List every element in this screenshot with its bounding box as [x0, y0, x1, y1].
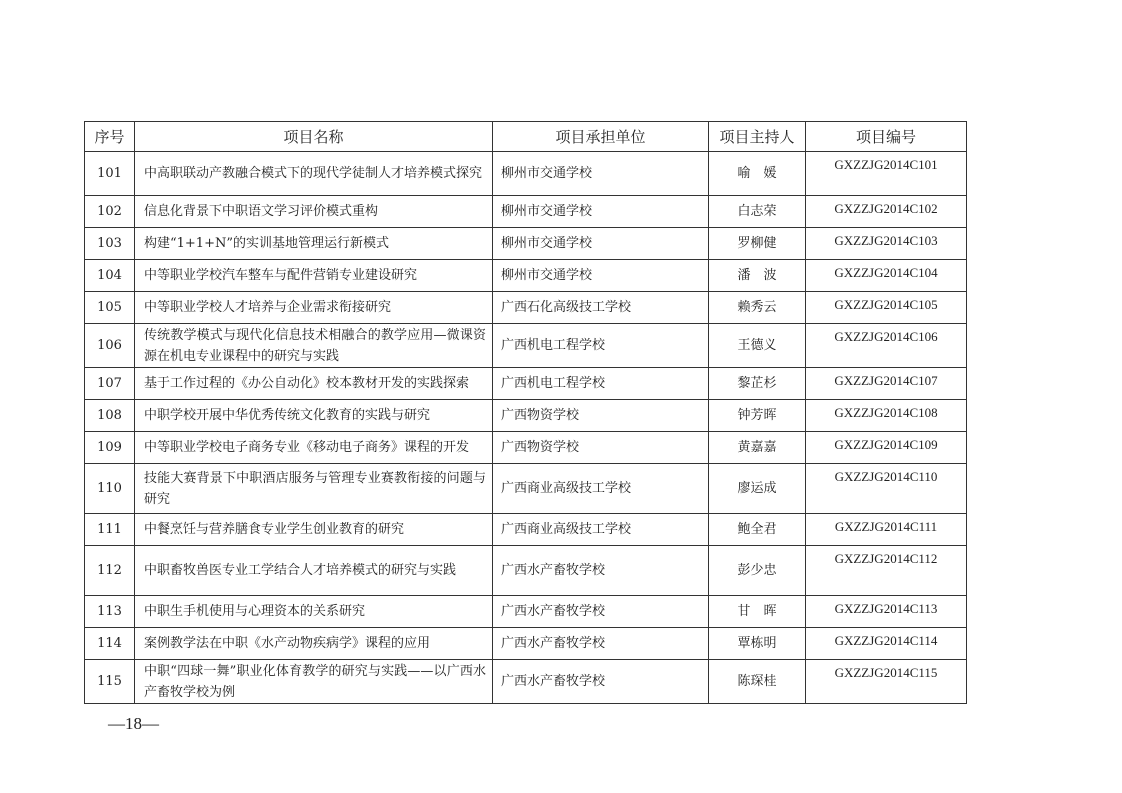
project-host: 赖秀云: [709, 292, 806, 324]
project-host: 钟芳晖: [709, 400, 806, 432]
project-host: 黎芷杉: [709, 368, 806, 400]
table-row: [85, 596, 967, 628]
table-row: [85, 432, 967, 464]
header-no: 序号: [85, 122, 135, 152]
table-row: [85, 368, 967, 400]
project-code: GXZZJG2014C110: [806, 464, 967, 514]
row-number: 103: [85, 228, 135, 260]
header-code: 项目编号: [806, 122, 967, 152]
header-host: 项目主持人: [709, 122, 806, 152]
project-code: GXZZJG2014C103: [806, 228, 967, 260]
project-unit: 广西物资学校: [493, 432, 709, 464]
project-code: GXZZJG2014C102: [806, 196, 967, 228]
project-unit: 柳州市交通学校: [493, 196, 709, 228]
project-code: GXZZJG2014C109: [806, 432, 967, 464]
table-header-row: [85, 122, 967, 152]
row-number: 113: [85, 596, 135, 628]
header-name: 项目名称: [135, 122, 493, 152]
project-code: GXZZJG2014C104: [806, 260, 967, 292]
project-unit: 广西水产畜牧学校: [493, 628, 709, 660]
project-unit: 广西机电工程学校: [493, 368, 709, 400]
table-row: [85, 400, 967, 432]
header-unit: 项目承担单位: [493, 122, 709, 152]
project-name: 中高职联动产教融合模式下的现代学徒制人才培养模式探究: [135, 152, 493, 196]
project-name: 中等职业学校人才培养与企业需求衔接研究: [135, 292, 493, 324]
project-name: 案例教学法在中职《水产动物疾病学》课程的应用: [135, 628, 493, 660]
table-row: [85, 260, 967, 292]
project-unit: 柳州市交通学校: [493, 228, 709, 260]
table-row: [85, 628, 967, 660]
project-host: 鲍全君: [709, 514, 806, 546]
row-number: 105: [85, 292, 135, 324]
row-number: 109: [85, 432, 135, 464]
table-row: [85, 152, 967, 196]
project-unit: 广西水产畜牧学校: [493, 660, 709, 704]
table-row: [85, 514, 967, 546]
table-row: [85, 324, 967, 368]
project-code: GXZZJG2014C106: [806, 324, 967, 368]
project-name: 中职生手机使用与心理资本的关系研究: [135, 596, 493, 628]
project-name: 传统教学模式与现代化信息技术相融合的教学应用—微课资源在机电专业课程中的研究与实践: [135, 324, 493, 368]
row-number: 102: [85, 196, 135, 228]
project-name: 中职学校开展中华优秀传统文化教育的实践与研究: [135, 400, 493, 432]
table-row: [85, 546, 967, 596]
project-unit: 柳州市交通学校: [493, 152, 709, 196]
project-host: 廖运成: [709, 464, 806, 514]
row-number: 110: [85, 464, 135, 514]
row-number: 108: [85, 400, 135, 432]
project-host: 潘 波: [709, 260, 806, 292]
row-number: 107: [85, 368, 135, 400]
row-number: 114: [85, 628, 135, 660]
project-host: 覃栋明: [709, 628, 806, 660]
project-name: 构建“1+1+N”的实训基地管理运行新模式: [135, 228, 493, 260]
project-code: GXZZJG2014C111: [806, 514, 967, 546]
project-unit: 广西水产畜牧学校: [493, 596, 709, 628]
project-unit: 柳州市交通学校: [493, 260, 709, 292]
row-number: 101: [85, 152, 135, 196]
project-unit: 广西石化高级技工学校: [493, 292, 709, 324]
row-number: 104: [85, 260, 135, 292]
project-host: 彭少忠: [709, 546, 806, 596]
project-name: 中职“四球一舞”职业化体育教学的研究与实践——以广西水产畜牧学校为例: [135, 660, 493, 704]
project-host: 甘 晖: [709, 596, 806, 628]
project-host: 白志荣: [709, 196, 806, 228]
project-table: [84, 121, 967, 704]
table-row: [85, 228, 967, 260]
project-code: GXZZJG2014C113: [806, 596, 967, 628]
project-host: 王德义: [709, 324, 806, 368]
project-name: 中职畜牧兽医专业工学结合人才培养模式的研究与实践: [135, 546, 493, 596]
project-unit: 广西商业高级技工学校: [493, 464, 709, 514]
project-name: 中等职业学校电子商务专业《移动电子商务》课程的开发: [135, 432, 493, 464]
table-body: [85, 152, 967, 704]
row-number: 115: [85, 660, 135, 704]
project-code: GXZZJG2014C114: [806, 628, 967, 660]
project-code: GXZZJG2014C105: [806, 292, 967, 324]
project-name: 中等职业学校汽车整车与配件营销专业建设研究: [135, 260, 493, 292]
project-name: 基于工作过程的《办公自动化》校本教材开发的实践探索: [135, 368, 493, 400]
table-row: [85, 196, 967, 228]
project-unit: 广西机电工程学校: [493, 324, 709, 368]
page-number: —18—: [108, 714, 159, 733]
project-code: GXZZJG2014C101: [806, 152, 967, 196]
project-name: 技能大赛背景下中职酒店服务与管理专业赛教衔接的问题与研究: [135, 464, 493, 514]
row-number: 112: [85, 546, 135, 596]
project-code: GXZZJG2014C112: [806, 546, 967, 596]
project-unit: 广西水产畜牧学校: [493, 546, 709, 596]
project-code: GXZZJG2014C115: [806, 660, 967, 704]
project-name: 中餐烹饪与营养膳食专业学生创业教育的研究: [135, 514, 493, 546]
table-row: [85, 292, 967, 324]
project-host: 喻 媛: [709, 152, 806, 196]
project-unit: 广西物资学校: [493, 400, 709, 432]
table-row: [85, 660, 967, 704]
project-host: 罗柳健: [709, 228, 806, 260]
project-name: 信息化背景下中职语文学习评价模式重构: [135, 196, 493, 228]
row-number: 111: [85, 514, 135, 546]
project-host: 黄嘉嘉: [709, 432, 806, 464]
project-code: GXZZJG2014C107: [806, 368, 967, 400]
project-host: 陈琛桂: [709, 660, 806, 704]
table-row: [85, 464, 967, 514]
project-unit: 广西商业高级技工学校: [493, 514, 709, 546]
row-number: 106: [85, 324, 135, 368]
project-code: GXZZJG2014C108: [806, 400, 967, 432]
